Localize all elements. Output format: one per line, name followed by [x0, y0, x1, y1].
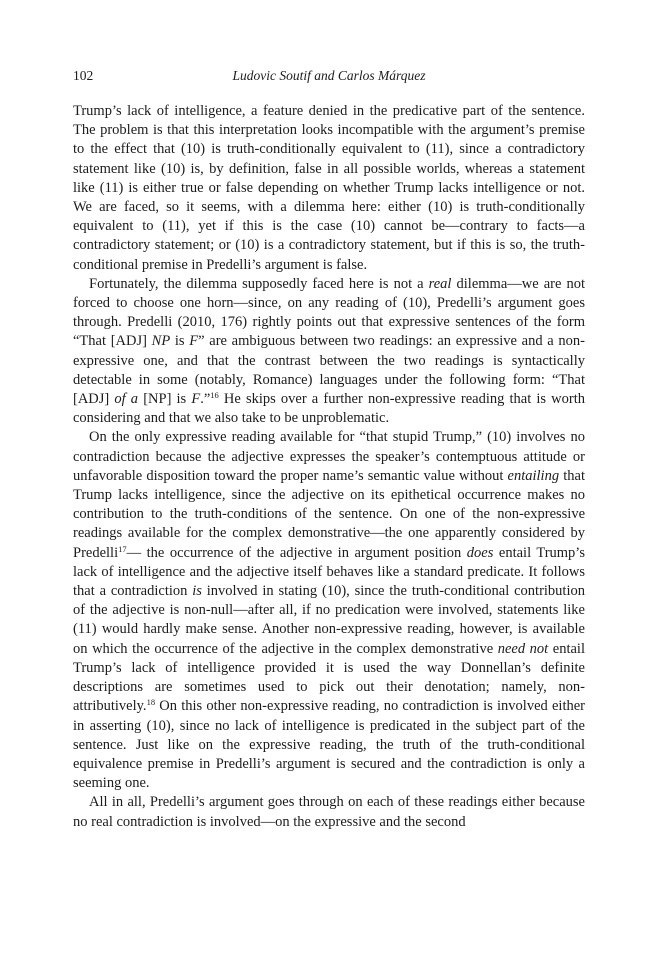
text-run: Fortunately, the dilemma supposedly faced here is not a [89, 275, 429, 292]
paragraph [73, 275, 585, 429]
text-run: is [170, 333, 190, 350]
footnote-marker: 16 [210, 390, 219, 401]
italic-text: F [191, 391, 201, 408]
text-run: .” [200, 391, 211, 408]
italic-text: NP [151, 333, 171, 350]
paragraph [73, 102, 585, 275]
text-run: ” are ambiguous between two readings: an expressive and a non-expressive one, and that the contrast between the two readings is syntactically detectable in some (notably, Romance) languages under the following form: “That [ADJ] [73, 333, 585, 408]
page-number: 102 [73, 68, 94, 83]
running-head: Ludovic Soutif and Carlos Márquez [232, 68, 426, 83]
text-run: On this other non-expressive reading, no contradiction is involved either in asserting (10), since no lack of intelligence is predicated in the subject part of the sentence. Just like on the expressive reading, the truth of the truth-conditional equivalence premise in Predelli’s argument is secured and the contradiction is only a seeming one. [73, 698, 585, 792]
italic-text: need not [497, 640, 549, 657]
italic-text: entailing [507, 467, 560, 484]
text-run: entail Trump’s lack of intelligence provided it is used the way Donnellan’s definite descriptions are sometimes used to pick out their denotation; namely, non-attributively. [73, 640, 585, 715]
page-header [73, 68, 585, 88]
italic-text: does [466, 544, 494, 561]
italic-text: F [189, 333, 199, 350]
body-text [73, 102, 585, 832]
text-run: entail Trump’s lack of intelligence and the adjective itself behaves like a standard predicate. It follows that a contradiction [73, 544, 585, 600]
paragraph [73, 428, 585, 793]
footnote-marker: 18 [146, 697, 156, 708]
text-run: Trump’s lack of intelligence, a feature denied in the predicative part of the sentence. The problem is that this interpretation looks incompatible with the argument’s premise to the effect that (10) is truth-conditionally equivalent to (11), since a contradictory statement like (10) is, by definition, false in all possible worlds, whereas a statement like (11) is either true or false depending on whether Trump lacks intelligence or not. We are faced, so it seems, with a dilemma here: either (10) is truth-conditionally equivalent to (11), yet if this is the case (10) cannot be—contrary to facts—a contradictory statement; or (10) is a contradictory statement, but if this is so, the truth-conditional premise in Predelli’s argument is false. [73, 103, 585, 273]
text-run: involved in stating (10), since the truth-conditional contribution of the adjective is non-null—after all, if no predication were involved, statements like (11) would hardly make sense. Another non-expressive reading, however, is available on which the occurrence of the adjective in the complex demonstrative [73, 583, 585, 657]
text-run: dilemma—we are not forced to choose one horn—since, on any reading of (10), Predelli’s argument goes through. Predelli (2010, 176) rightly points out that expressive sentences of the form “That [ADJ] [73, 275, 585, 350]
italic-text: of a [114, 391, 139, 408]
italic-text: real [428, 275, 452, 292]
text-run: [NP] is [138, 391, 192, 408]
paragraph [73, 793, 585, 831]
italic-text: is [192, 583, 202, 600]
text-run: — the occurrence of the adjective in argument position [126, 544, 467, 561]
text-run: He skips over a further non-expressive reading that is worth considering and that we also take to be unproblematic. [73, 391, 586, 427]
text-run: All in all, Predelli’s argument goes through on each of these readings either because no real contradiction is involved—on the expressive and the second [73, 794, 585, 830]
text-run: that Trump lacks intelligence, since the adjective on its epithetical occurrence makes no contribution to the truth-conditions of the sentence. On one of the non-expressive readings available for the complex demonstrative—the one apparently considered by Predelli [73, 467, 586, 561]
text-run: On the only expressive reading available for “that stupid Trump,” (10) involves no contradiction because the adjective expresses the speaker’s contemptuous attitude or unfavorable disposition toward the proper name’s semantic value without [73, 429, 585, 484]
footnote-marker: 17 [118, 543, 127, 554]
